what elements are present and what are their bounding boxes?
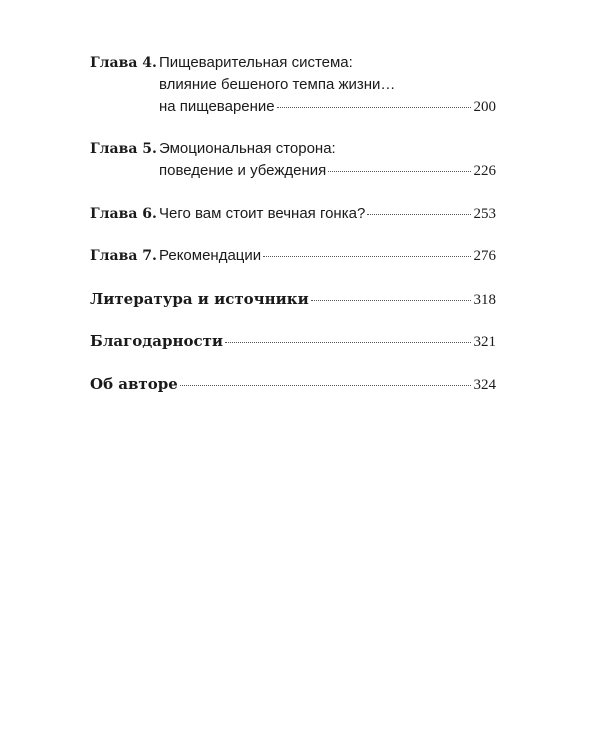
chapter-title-line: поведение и убеждения	[159, 162, 327, 179]
dot-leader	[311, 300, 471, 301]
page-number: 318	[473, 292, 496, 308]
table-of-contents	[90, 52, 496, 395]
page-number: 276	[473, 248, 496, 264]
toc-entry-about-author[interactable]	[90, 373, 496, 395]
toc-entry-chapter-5[interactable]	[90, 138, 496, 182]
toc-entry-chapter-6[interactable]	[90, 203, 496, 225]
dot-leader	[328, 171, 470, 172]
chapter-label: Глава 5.	[90, 141, 157, 157]
page-number: 200	[473, 99, 496, 115]
section-title: Об авторе	[90, 375, 178, 393]
toc-entry-chapter-7[interactable]	[90, 245, 496, 267]
chapter-title-line: Рекомендации	[159, 247, 262, 264]
page-number: 226	[473, 163, 496, 179]
toc-entry-chapter-4[interactable]	[90, 52, 496, 118]
chapter-label: Глава 7.	[90, 248, 157, 264]
toc-entry-acknowledgements[interactable]	[90, 330, 496, 352]
page-number: 324	[473, 377, 496, 393]
chapter-title-line: на пищеварение	[159, 98, 275, 115]
dot-leader	[277, 107, 471, 108]
chapter-label: Глава 4.	[90, 55, 157, 71]
chapter-title-line: Чего вам стоит вечная гонка?	[159, 205, 366, 222]
dot-leader	[180, 385, 471, 386]
dot-leader	[367, 214, 470, 215]
section-title: Литература и источники	[90, 290, 309, 308]
chapter-title-line: Эмоциональная сторона:	[159, 140, 336, 157]
chapter-title-line: Пищеварительная система:	[159, 54, 353, 71]
page-number: 321	[473, 334, 496, 350]
section-title: Благодарности	[90, 332, 224, 350]
chapter-label: Глава 6.	[90, 206, 157, 222]
toc-entry-literature[interactable]	[90, 288, 496, 310]
dot-leader	[225, 342, 470, 343]
chapter-title-line: влияние бешеного темпа жизни…	[159, 76, 396, 93]
dot-leader	[263, 256, 470, 257]
page-number: 253	[473, 206, 496, 222]
